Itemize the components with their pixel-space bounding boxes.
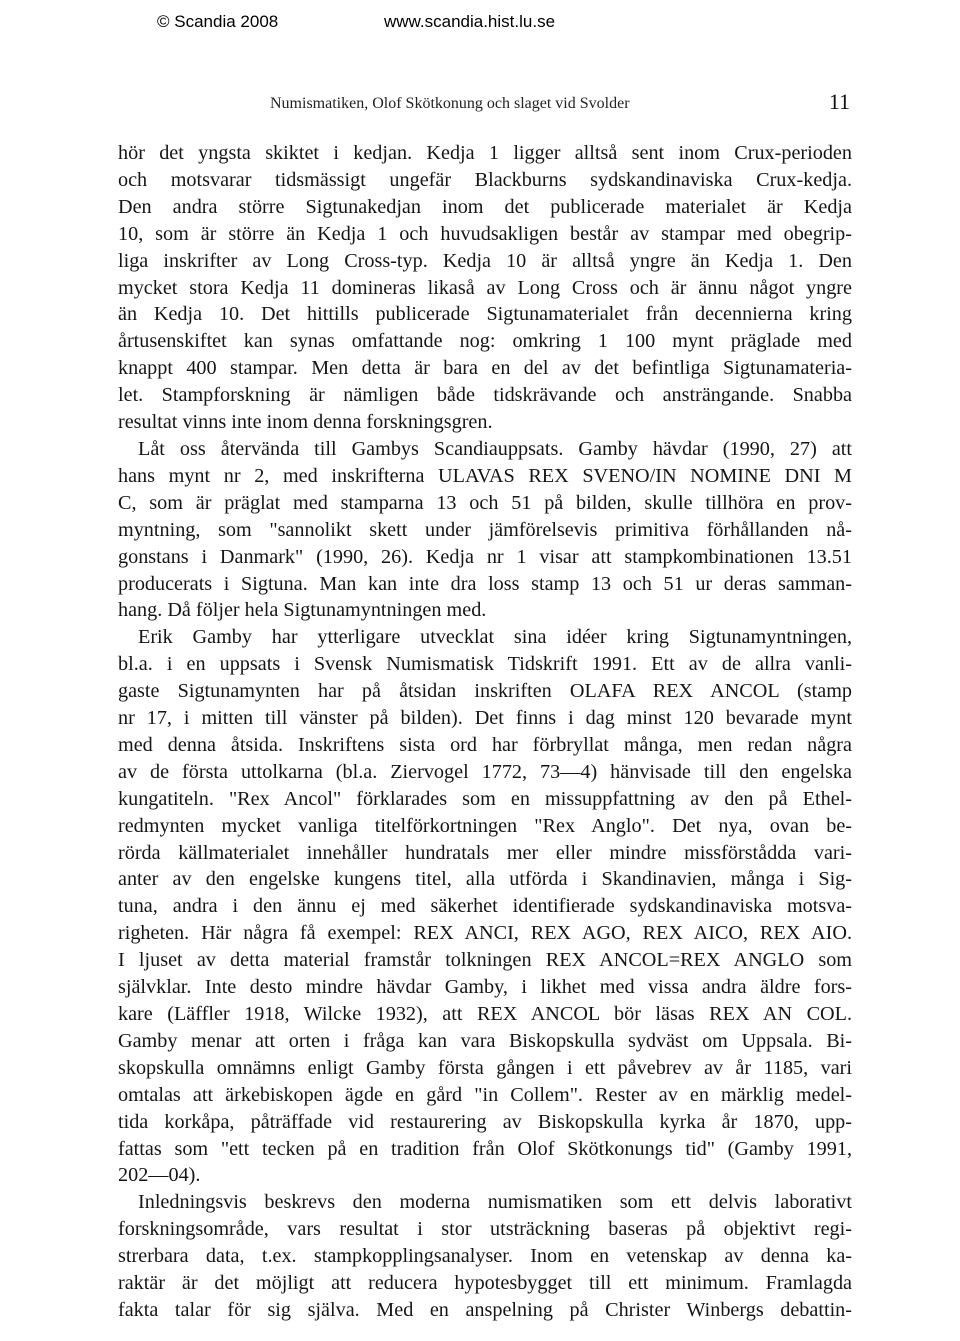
text-line: av de första uttolkarna (bl.a. Ziervogel 1772, 73—4) hänvisade till den engelska bbox=[118, 760, 852, 783]
text-line: självklar. Inte desto mindre hävdar Gamby, i likhet med vissa andra äldre fors- bbox=[118, 976, 852, 999]
text-line: Inledningsvis beskrevs den moderna numismatiken som ett delvis laborativt bbox=[138, 1191, 852, 1214]
text-line: strerbara data, t.ex. stampkopplingsanalyser. Inom en vetenskap av denna ka- bbox=[118, 1245, 852, 1268]
text-line: 10, som är större än Kedja 1 och huvudsakligen består av stampar med obegrip- bbox=[118, 222, 852, 245]
text-line: gonstans i Danmark" (1990, 26). Kedja nr 1 visar att stampkombinationen 13.51 bbox=[118, 545, 852, 568]
text-line: gaste Sigtunamynten har på åtsidan inskriften OLAFA REX ANCOL (stamp bbox=[118, 680, 852, 703]
text-line: raktär är det möjligt att reducera hypotesbygget till ett minimum. Framlagda bbox=[118, 1272, 852, 1295]
page-number: 11 bbox=[828, 89, 850, 114]
text-line: resultat vinns inte inom denna forskningsgren. bbox=[118, 411, 493, 434]
text-line: Låt oss återvända till Gambys Scandiauppsats. Gamby hävdar (1990, 27) att bbox=[138, 437, 852, 460]
copyright-notice: © Scandia 2008 bbox=[157, 12, 279, 31]
text-line: Gamby menar att orten i fråga kan vara Biskopskulla sydväst om Uppsala. Bi- bbox=[118, 1029, 852, 1052]
site-url[interactable]: www.scandia.hist.lu.se bbox=[384, 12, 556, 31]
text-line: anter av den engelske kungens titel, alla utförda i Skandinavien, många i Sig- bbox=[118, 868, 852, 891]
text-line: med denna åtsida. Inskriftens sista ord har förbryllat många, men redan några bbox=[118, 733, 852, 756]
text-line: nr 17, i mitten till vänster på bilden). Det finns i dag minst 120 bevarade mynt bbox=[118, 707, 852, 730]
text-line: hang. Då följer hela Sigtunamyntningen med. bbox=[118, 599, 487, 622]
text-line: let. Stampforskning är nämligen både tidskrävande och ansträngande. Snabba bbox=[118, 384, 852, 407]
text-line: rörda källmaterialet innehåller hundratals mer eller mindre missförstådda vari- bbox=[118, 841, 852, 864]
text-line: producerats i Sigtuna. Man kan inte dra loss stamp 13 och 51 ur deras samman- bbox=[118, 572, 852, 595]
text-line: I ljuset av detta material framstår tolkningen REX ANCOL=REX ANGLO som bbox=[118, 949, 852, 972]
text-line: Erik Gamby har ytterligare utvecklat sina idéer kring Sigtunamyntningen, bbox=[138, 626, 852, 649]
text-line: tida korkåpa, påträffade vid restaurering av Biskopskulla kyrka år 1870, upp- bbox=[118, 1110, 852, 1133]
text-line: forskningsområde, vars resultat i stor utsträckning baseras på objektivt regi- bbox=[118, 1218, 852, 1241]
text-line: redmynten mycket vanliga titelförkortningen "Rex Anglo". Det nya, ovan be- bbox=[118, 814, 852, 837]
text-line: knappt 400 stampar. Men detta är bara en del av det befintliga Sigtunamateria- bbox=[118, 357, 852, 380]
running-head bbox=[270, 89, 850, 114]
text-line: tuna, andra i den ännu ej med säkerhet identifierade sydskandinaviska motsva- bbox=[118, 895, 852, 918]
text-line: än Kedja 10. Det hittills publicerade Sigtunamaterialet från decennierna kring bbox=[118, 303, 852, 326]
text-line: skopskulla omnämns enligt Gamby första gången i ett påvebrev av år 1185, vari bbox=[118, 1056, 852, 1079]
text-line: Den andra större Sigtunakedjan inom det publicerade materialet är Kedja bbox=[118, 195, 852, 218]
text-line: C, som är präglat med stamparna 13 och 51 på bilden, skulle tillhöra en prov- bbox=[118, 491, 852, 514]
text-line: 202—04). bbox=[118, 1164, 201, 1187]
running-head-title: Numismatiken, Olof Skötkonung och slaget vid Svolder bbox=[270, 95, 630, 112]
text-line: hans mynt nr 2, med inskrifterna ULAVAS REX SVENO/IN NOMINE DNI M bbox=[118, 464, 852, 487]
text-line: liga inskrifter av Long Cross-typ. Kedja 10 är alltså yngre än Kedja 1. Den bbox=[118, 249, 852, 272]
text-line: hör det yngsta skiktet i kedjan. Kedja 1 ligger alltså sent inom Crux-perioden bbox=[118, 142, 852, 164]
text-line: mycket stora Kedja 11 domineras likaså av Long Cross och är ännu något yngre bbox=[118, 276, 852, 299]
text-line: bl.a. i en uppsats i Svensk Numismatisk Tidskrift 1991. Ett av de allra vanli- bbox=[118, 653, 852, 676]
text-line: årtusenskiftet kan synas omfattande nog: omkring 1 100 mynt präglade med bbox=[118, 330, 852, 353]
text-line: omtalas att ärkebiskopen ägde en gård "in Collem". Rester av en märklig medel- bbox=[118, 1083, 852, 1106]
body-text bbox=[118, 140, 852, 1324]
top-bar bbox=[157, 12, 556, 32]
text-line: myntning, som "sannolikt skett under jämförelsevis primitiva förhållanden nå- bbox=[118, 518, 852, 541]
text-line: fattas som "ett tecken på en tradition från Olof Skötkonungs tid" (Gamby 1991, bbox=[118, 1137, 852, 1160]
text-line: kungatiteln. "Rex Ancol" förklarades som en missuppfattning av den på Ethel- bbox=[118, 787, 852, 810]
text-line: kare (Läffler 1918, Wilcke 1932), att REX ANCOL bör läsas REX AN COL. bbox=[118, 1003, 852, 1025]
text-line: righeten. Här några få exempel: REX ANCI, REX AGO, REX AICO, REX AIO. bbox=[118, 922, 852, 945]
text-line: fakta talar för sig själva. Med en anspelning på Christer Winbergs debattin- bbox=[118, 1298, 852, 1321]
text-line: och motsvarar tidsmässigt ungefär Blackburns sydskandinaviska Crux-kedja. bbox=[118, 168, 852, 191]
